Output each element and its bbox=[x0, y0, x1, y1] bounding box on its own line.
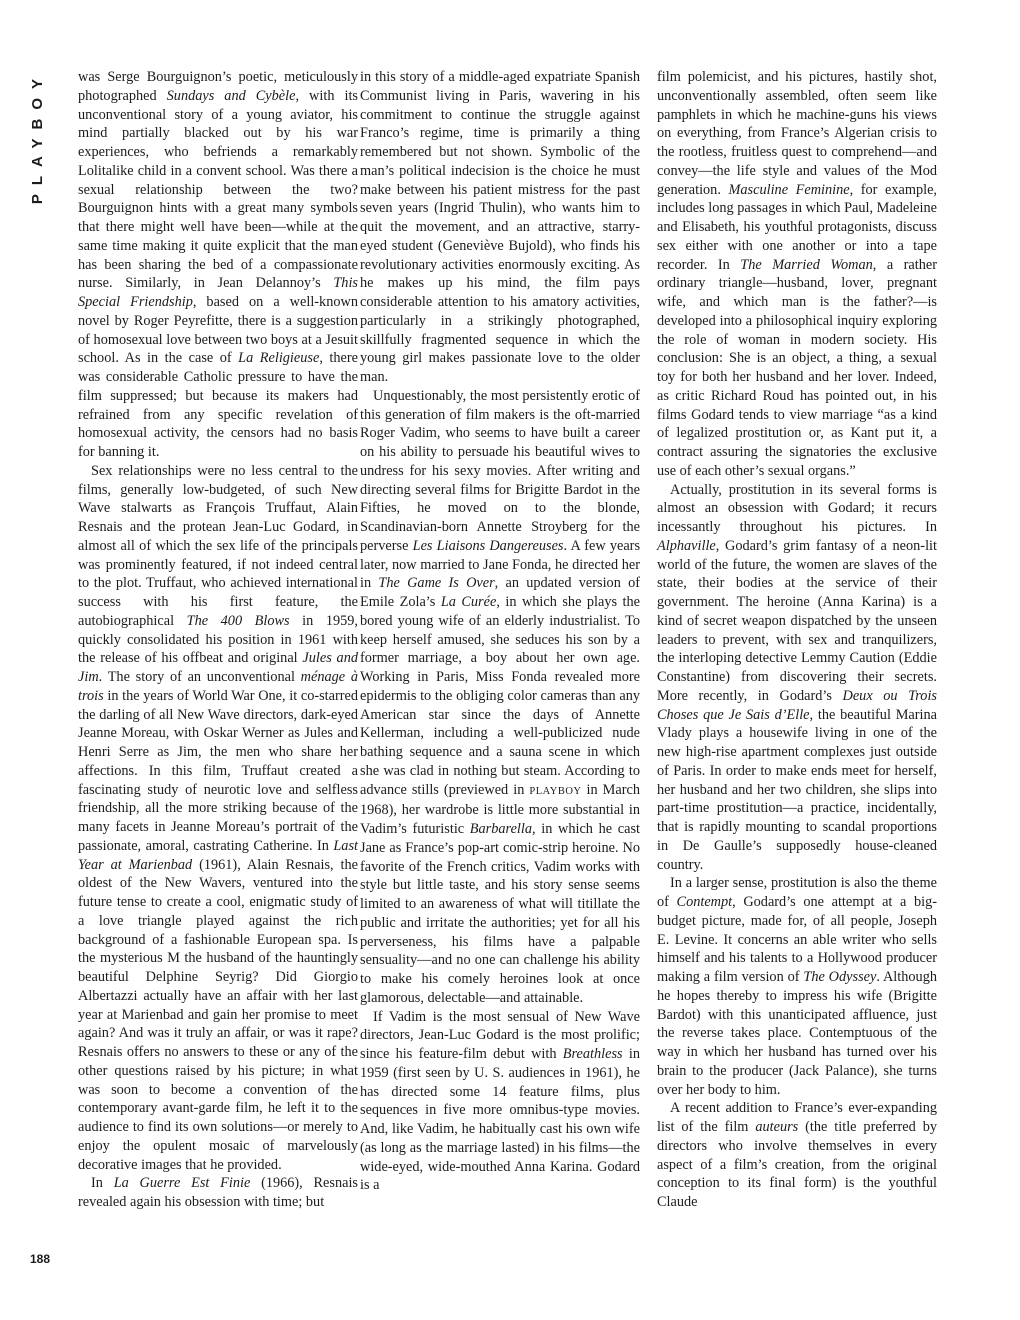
article-paragraph bbox=[657, 68, 937, 481]
paragraph-text: In a larger sense, prostitution is also the theme of bbox=[657, 875, 937, 910]
film-title: Barbarella bbox=[469, 821, 533, 837]
paragraph-text: , the beautiful Marina Vlady plays a housewife living in one of the new high-rise apartment complexes just outside of Paris. In order to make ends meet for herself, her husband and her two children, she slips into part-time prostitution—a practice, incidentally, that is rapidly mounting to scandal proportions in De Gaulle’s supposedly house-cleaned country. bbox=[657, 706, 937, 873]
paragraph-text: , with its unconventional story of a young aviator, his mind partially blacked out by his war experiences, who befriends a remarkably Lolitalike child in a convent school. Was there a sexual relationship between the two? Bourguignon hints with a great many symbols that there might well have been—while at the same time making it quite explicit that the man has been sharing the bed of a compassionate nurse. Similarly, in Jean Delannoy’s bbox=[78, 87, 358, 292]
paragraph-text: In bbox=[91, 1175, 114, 1192]
paragraph-text: , an updated version of Emile Zola’s bbox=[360, 575, 641, 610]
film-title: La Guerre Est Finie bbox=[113, 1175, 251, 1192]
text-column-3 bbox=[657, 68, 937, 1212]
paragraph-text: . A few years later, now married to Jane Fonda, he directed her in bbox=[360, 537, 641, 592]
article-paragraph bbox=[360, 1008, 640, 1196]
film-title: Alphaville bbox=[657, 537, 716, 554]
film-title: Breathless bbox=[562, 1046, 623, 1062]
film-title: Deux ou Trois Choses que Je Sais d’Elle bbox=[657, 687, 937, 723]
film-title: This Special Friendship bbox=[78, 275, 358, 310]
text-column-2 bbox=[360, 68, 640, 1195]
article-paragraph bbox=[360, 68, 640, 387]
film-title: ménage à trois bbox=[78, 669, 358, 704]
article-paragraph bbox=[78, 1174, 358, 1212]
article-paragraph bbox=[657, 481, 937, 875]
paragraph-text: , a rather ordinary triangle—husband, lover, pregnant wife, and which man is the father?—is developed into a philosophical inquiry exploring the role of woman in modern society. His conclusion: She is an object, a thing, a sexual toy for both her husband and her lover. Indeed, as critic Richard Roud has pointed out, in his films Godard tends to view marriage “as a kind of legalized prostitution or, as Kant put it, a contract assuring the signatories the exclusive use of each other’s sexual organs.” bbox=[657, 256, 937, 479]
text-column-1 bbox=[78, 68, 358, 1212]
paragraph-text: , in which he cast Jane as France’s pop-art comic-strip heroine. No favorite of the French critics, Vadim works with style but little taste, and his story sense seems limited to an awareness of what will titillate the public and irritate the authorities; yet for all his perverseness, his films have a palpable sensuality—and no one can challenge his ability to make his comely heroines look at once glamorous, delectable—and attainable. bbox=[360, 821, 640, 1006]
paragraph-text: , Godard’s one attempt at a big-budget picture, made for, of all people, Joseph E. Levine. It concerns an able writer who sells himself and his talents to a Hollywood producer making a film version of bbox=[657, 894, 937, 985]
film-title: The 400 Blows bbox=[186, 612, 290, 629]
film-title: The Game Is Over bbox=[378, 575, 495, 592]
article-paragraph bbox=[78, 68, 358, 462]
paragraph-text: . Although he hopes thereby to impress his wife (Brigitte Bardot) with this unanticipated affluence, just the reverse takes place. Contemptuous of the way in which her husband has turned over his brain to the producer (Jack Palance), she turns over her body to him. bbox=[657, 969, 937, 1098]
paragraph-text: , there was considerable Catholic pressure to have the film suppressed; but because its makers had refrained from any specific revelation of homosexual activity, the censors had no basis for banning it. bbox=[78, 350, 358, 460]
page-number: 188 bbox=[30, 1252, 51, 1266]
film-title: La Religieuse bbox=[238, 350, 320, 367]
paragraph-text: in March 1968), her wardrobe is little more substantial in Vadim’s futuristic bbox=[360, 781, 640, 837]
film-title: Sundays and Cybèle bbox=[166, 87, 296, 104]
article-paragraph bbox=[657, 1099, 937, 1212]
paragraph-text: , for example, includes long passages in which Paul, Madeleine and Elisabeth, his youthful protagonists, discuss sex either with one another or into a tape recorder. In bbox=[657, 181, 937, 273]
paragraph-text: , based on a well-known novel by Roger Peyrefitte, there is a suggestion of homosexual love between two boys at a Jesuit school. As in the case of bbox=[78, 294, 358, 367]
paragraph-text: , in which she plays the bored young wife of an elderly industrialist. To keep herself amused, she seduces his son by a former marriage, a boy about her own age. Working in Paris, Miss Fonda revealed more epidermis to the obliging color cameras than any American star since the days of Annette Kellerman, including a well-publicized nude bathing sequence and a sauna scene in which she was clad in nothing but steam. According to advance stills (previewed in bbox=[360, 594, 640, 798]
paragraph-text: (the title preferred by directors who involve themselves in every aspect of a film’s creation, from the original conception to its final form) is the youthful Claude bbox=[657, 1119, 938, 1210]
paragraph-text: Unquestionably, the most persistently erotic of this generation of film makers is the oft-married Roger Vadim, who seems to have built a career on his ability to persuade his beautiful wives to undress for his sexy movies. After writing and directing several films for Brigitte Bardot in the Fifties, he moved on to the blonde, Scandinavian-born Annette Stroyberg for the perverse bbox=[360, 387, 640, 554]
paragraph-text: Actually, prostitution in its several forms is almost an obsession with Godard; it recurs incessantly throughout his pictures. In bbox=[657, 481, 937, 535]
film-title: Contempt bbox=[676, 894, 733, 910]
film-title: auteurs bbox=[755, 1119, 799, 1135]
film-title: Masculine Feminine bbox=[728, 181, 850, 198]
paragraph-text: (1966), Resnais revealed again his obsession with time; but bbox=[78, 1175, 358, 1210]
film-title: Last Year at Marienbad bbox=[78, 837, 358, 873]
magazine-name: PLAYBOY bbox=[529, 785, 582, 797]
magazine-masthead: PLAYBOY bbox=[29, 70, 46, 205]
film-title: Jules and Jim bbox=[78, 650, 358, 685]
paragraph-text: (1961), Alain Resnais, the oldest of the New Wavers, ventured into the future tense to create a cool, enigmatic study of a love triangle played against the rich background of a fashionable European spa. Is the mysterious M the husband of the hauntingly beautiful Delphine Seyrig? Did Giorgio Albertazzi actually have an affair with her last year at Marienbad and gain her promise to meet again? And was it truly an affair, or was it rape? Resnais offers no answers to these or any of the other questions raised by his picture; in what was soon to become a convention of the contemporary avant-garde film, he left it to the audience to find its own solutions—or merely to enjoy the opulent mosaic of marvelously decorative images that he provided. bbox=[78, 856, 358, 1173]
paragraph-text: film polemicist, and his pictures, hastily shot, unconventionally assembled, often seem like pamphlets in which he machine-guns his views on everything, from France’s Algerian crisis to the rootless, fruitless quest to comprehend—and convey—the life style and values of the Mod generation. bbox=[657, 69, 937, 198]
paragraph-text: in this story of a middle-aged expatriate Spanish Communist living in Paris, wavering in his commitment to continue the struggle against Franco’s regime, time is primarily a thing remembered but not shown. Symbolic of the man’s political indecision is the choice he must make between his patient mistress for the past seven years (Ingrid Thulin), who wants him to quit the movement, and an attractive, starry-eyed student (Geneviève Bujold), who finds his revolutionary activities enormously exciting. As he makes up his mind, the film pays considerable attention to his amatory activities, particularly in a strikingly photographed, skillfully fragmented sequence in which the young girl makes passionate love to the older man. bbox=[360, 69, 640, 385]
article-paragraph bbox=[78, 462, 358, 1175]
article-paragraph bbox=[360, 387, 640, 1008]
paragraph-text: A recent addition to France’s ever-expanding list of the film bbox=[657, 1100, 937, 1135]
paragraph-text: . The story of an unconventional bbox=[98, 669, 301, 685]
paragraph-text: If Vadim is the most sensual of New Wave directors, Jean-Luc Godard is the most prolific; since his feature-film debut with bbox=[360, 1008, 640, 1062]
article-paragraph bbox=[657, 874, 937, 1099]
paragraph-text: Sex relationships were no less central to the films, generally low-budgeted, of such New Wave stalwarts as François Truffaut, Alain Resnais and the protean Jean-Luc Godard, in almost all of which the sex life of the principals was prominently featured, if not indeed central to the plot. Truffaut, who achieved international success with his first feature, the autobiographical bbox=[78, 462, 358, 629]
paragraph-text: in 1959 (first seen by U. S. audiences in 1961), he has directed some 14 feature films, plus sequences in five more omnibus-type movies. And, like Vadim, he habitually cast his own wife (as long as the marriage lasted) in his films—the wide-eyed, wide-mouthed Anna Karina. Godard is a bbox=[360, 1046, 640, 1194]
film-title: Les Liaisons Dangereuses bbox=[412, 537, 564, 554]
paragraph-text: in the years of World War One, it co-starred the darling of all New Wave directors, dark-eyed Jeanne Moreau, with Oskar Werner as Jules and Henri Serre as Jim, the men who share her affections. In this film, Truffaut created a fascinating study of neurotic love and selfless friendship, all the more striking because of the many facets in Jeanne Moreau’s portrait of the passionate, amoral, castrating Catherine. In bbox=[78, 687, 358, 854]
film-title: The Odyssey bbox=[803, 969, 877, 985]
film-title: The Married Woman bbox=[740, 256, 873, 273]
film-title: La Curée bbox=[440, 594, 497, 610]
paragraph-text: , Godard’s grim fantasy of a neon-lit world of the future, the women are slaves of the state, their bodies at the service of their government. The heroine (Anna Karina) is a kind of secret weapon dispatched by the unseen leaders to prevent, with sex and tranquilizers, the interloping detective Lemmy Caution (Eddie Constantine) from discovering their secrets. More recently, in Godard’s bbox=[657, 537, 937, 704]
paragraph-text: in 1959, quickly consolidated his position in 1961 with the release of his offbeat and original bbox=[78, 612, 359, 667]
paragraph-text: was Serge Bourguignon’s poetic, meticulously photographed bbox=[78, 69, 358, 104]
